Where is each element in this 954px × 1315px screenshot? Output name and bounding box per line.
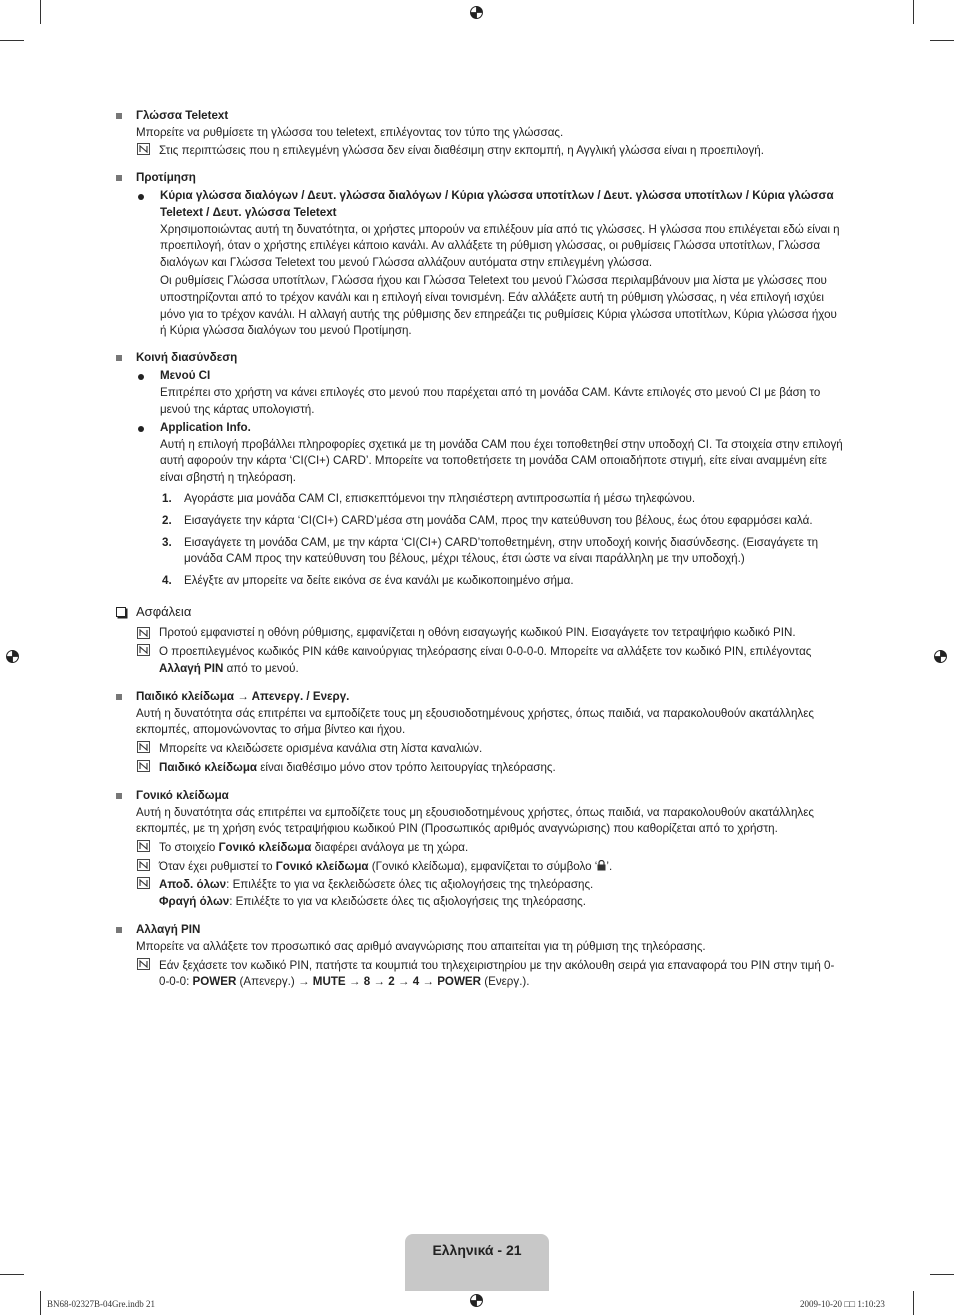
square-bullet-icon: [116, 175, 122, 181]
note-text: Το στοιχείο: [159, 840, 219, 854]
remote-key: 2: [388, 975, 395, 989]
registration-mark-icon: [468, 4, 485, 21]
note: [116, 739, 844, 758]
square-bullet-icon: [116, 694, 122, 700]
bullet-dot-icon: [138, 374, 144, 380]
note-text: Μπορείτε να κλειδώσετε ορισμένα κανάλια στη λίστα καναλιών.: [159, 742, 483, 755]
bullet-description: Χρησιμοποιώντας αυτή τη δυνατότητα, οι χρήστες μπορούν να επιλέξουν μία από τις γλώσσες. Η γλώσσα που επιλέγεται εδώ είναι η προεπιλογή, όταν ο χρήστης επιλέγει κάποιο κανάλι. Αν αλλάξετε τη ρύθμιση γλώσσας, οι ρυθμίσεις Γλώσσα υποτίτλων, Γλώσσα διαλόγων και Γλώσσα Teletext του μενού Γλώσσα αλλάζουν αυτόματα στην επιλεγμένη γλώσσα.: [160, 222, 840, 269]
note: [116, 857, 844, 876]
note: [116, 625, 844, 642]
note-icon: [137, 760, 150, 772]
note: [116, 956, 844, 991]
note-text: (Ενεργ.).: [481, 975, 530, 989]
note-icon: [137, 627, 150, 639]
step-item: [116, 513, 844, 530]
section-heading: Ασφάλεια: [136, 604, 192, 620]
remote-key: 8: [363, 975, 371, 989]
bullet-description: Επιτρέπει στο χρήστη να κάνει επιλογές στο μενού που παρέχεται από τη μονάδα CAM. Κάντε επιλογές στο μενού CI με βάση το μενού της κάρτας υπολογιστή.: [160, 385, 821, 416]
section-common-interface: [116, 350, 844, 367]
note-text: : Επιλέξτε το για να ξεκλειδώσετε όλες τις αξιολογήσεις της τηλεόρασης.: [226, 878, 594, 892]
bullet-item: [116, 188, 844, 221]
note-text: →: [419, 975, 438, 989]
step-number: 2.: [162, 514, 172, 528]
section-title: Γλώσσα Teletext: [136, 109, 229, 122]
note: [116, 758, 844, 777]
bullet-description: Αυτή η επιλογή προβάλλει πληροφορίες σχετικά με τη μονάδα CAM που έχει τοποθετηθεί στην υποδοχή CI. Τα στοιχεία στην επιλογή αυτή αφορούν την κάρτα ‘CI(CI+) CARD’. Μπορείτε να τοποθετήσετε τη μονάδα CAM οποιαδήποτε στιγμή, είτε είναι αναμμένη είτε είναι σβηστή η τηλεόραση.: [160, 437, 843, 484]
bullet-title: Application Info.: [160, 421, 251, 435]
registration-mark-icon: [4, 648, 21, 665]
note-text: από το μενού.: [223, 661, 299, 675]
note-icon: [137, 143, 150, 155]
print-timestamp: 2009-10-20 □□ 1:10:23: [800, 1299, 885, 1309]
section-title: Προτίμηση: [136, 170, 196, 184]
note-text: Όταν έχει ρυθμιστεί το: [159, 859, 276, 873]
note-text: Στις περιπτώσεις που η επιλεγμένη γλώσσα δεν είναι διαθέσιμη στην εκπομπή, η Αγγλική γλώσσα είναι η προεπιλογή.: [159, 144, 764, 158]
section-title: Αλλαγή PIN: [136, 923, 201, 937]
section-change-pin: [116, 922, 844, 939]
note: [116, 642, 844, 677]
page-number-tab: [405, 1234, 549, 1291]
bullet-item: [116, 420, 844, 437]
crop-mark: [930, 1274, 954, 1275]
note-text: Προτού εμφανιστεί η οθόνη ρύθμισης, εμφανίζεται η οθόνη εισαγωγής κωδικού PIN. Εισαγάγετε τον τετραψήφιο κωδικό PIN.: [159, 626, 796, 640]
section-title: Κοινή διασύνδεση: [136, 350, 238, 364]
section-parental-lock: [116, 788, 844, 805]
square-bullet-icon: [116, 793, 122, 799]
step-text: Εισαγάγετε τη μονάδα CAM, με την κάρτα ‘CI(CI+) CARD’τοποθετημένη, στην υποδοχή κοινής διασύνδεσης. (Εισαγάγετε τη μονάδα CAM προς την κατεύθυνση του βέλους, μέχρι τέλους, έτσι ώστε να είναι παράλληλη με την υποδοχή.): [184, 535, 819, 566]
note-keyword: Γονικό κλείδωμα: [275, 859, 369, 873]
note-text: Ο προεπιλεγμένος κωδικός PIN κάθε καινούργιας τηλεόρασης είναι 0-0-0-0. Μπορείτε να αλλάξετε τον κωδικό PIN, επιλέγοντας: [159, 645, 812, 659]
crop-mark: [40, 0, 41, 24]
section-child-lock: [116, 689, 844, 706]
note-text: →: [394, 975, 413, 989]
note-text: (Απενεργ.) →: [236, 975, 313, 989]
note-text: είναι διαθέσιμο μόνο στον τρόπο λειτουργίας τηλεόρασης.: [257, 760, 556, 774]
crop-mark: [0, 1274, 24, 1275]
bullet-dot-icon: [138, 426, 144, 432]
section-title: Παιδικό κλείδωμα → Απενεργ. / Ενεργ.: [136, 690, 350, 704]
section-teletext-language: [116, 108, 844, 125]
square-bullet-icon: [116, 927, 122, 933]
note-text: : Επιλέξτε το για να κλειδώσετε όλες τις αξιολογήσεις της τηλεόρασης.: [229, 894, 586, 908]
bullet-dot-icon: [138, 194, 144, 200]
checkbox-bullet-icon: [116, 607, 126, 617]
note: [116, 141, 844, 160]
manual-content: [116, 108, 844, 991]
registration-mark-icon: [468, 1292, 485, 1309]
note-icon: [137, 877, 150, 889]
note-text: ’.: [606, 859, 613, 873]
step-number: 3.: [162, 535, 172, 549]
remote-key: POWER: [192, 975, 237, 989]
section-description: Αυτή η δυνατότητα σάς επιτρέπει να εμποδίζετε τους μη εξουσιοδοτημένους χρήστες, όπως παιδιά, να παρακολουθούν ακατάλληλες εκπομπές, απομονώνοντας το σήμα βίντεο και ήχου.: [136, 706, 814, 737]
note-keyword: Αποδ. όλων: [159, 878, 227, 892]
section-preference: [116, 170, 844, 187]
section-security: [116, 603, 844, 621]
print-file-info: BN68-02327B-04Gre.indb 21: [47, 1299, 155, 1309]
note-keyword: Παιδικό κλείδωμα: [159, 760, 258, 774]
square-bullet-icon: [116, 113, 122, 119]
note-text: διαφέρει ανάλογα με τη χώρα.: [311, 840, 469, 854]
step-item: [116, 535, 844, 568]
step-number: 4.: [162, 573, 172, 587]
step-item: [116, 573, 844, 590]
section-title: Γονικό κλείδωμα: [136, 789, 229, 803]
section-description: Αυτή η δυνατότητα σάς επιτρέπει να εμποδίζετε τους μη εξουσιοδοτημένους χρήστες, όπως παιδιά, να παρακολουθούν ακατάλληλες εκπομπές, με τη χρήση ενός τετραψήφιου κωδικού PIN (Προσωπικός αριθμός αναγνώρισης) που καθορίζεται από το χρήστη.: [136, 805, 814, 836]
note: [116, 875, 844, 910]
note-icon: [137, 958, 150, 970]
note-keyword: Αλλαγή PIN: [159, 661, 224, 675]
note: [116, 838, 844, 857]
crop-mark: [913, 1291, 914, 1315]
section-description: Μπορείτε να ρυθμίσετε τη γλώσσα του teletext, επιλέγοντας τον τύπο της γλώσσας.: [136, 125, 564, 139]
step-text: Εισαγάγετε την κάρτα ‘CI(CI+) CARD’μέσα στη μονάδα CAM, προς την κατεύθυνση του βέλους, έως ότου εφαρμόσει καλά.: [184, 514, 813, 528]
note-keyword: Γονικό κλείδωμα: [218, 840, 312, 854]
crop-mark: [930, 40, 954, 41]
note-text: →: [370, 975, 389, 989]
bullet-title: Μενού CI: [160, 369, 211, 383]
note-text: →: [345, 975, 364, 989]
crop-mark: [40, 1291, 41, 1315]
square-bullet-icon: [116, 355, 122, 361]
bullet-item: [116, 368, 844, 385]
step-text: Ελέγξτε αν μπορείτε να δείτε εικόνα σε ένα κανάλι με κωδικοποιημένο σήμα.: [184, 573, 574, 587]
section-description: Μπορείτε να αλλάξετε τον προσωπικό σας αριθμό αναγνώρισης που απαιτείται για τη ρύθμιση της τηλεόρασης.: [136, 939, 706, 953]
step-number: 1.: [162, 492, 172, 506]
note-text: (Γονικό κλείδωμα), εμφανίζεται το σύμβολο ‘: [368, 859, 598, 873]
crop-mark: [0, 40, 24, 41]
bullet-description: Οι ρυθμίσεις Γλώσσα υποτίτλων, Γλώσσα ήχου και Γλώσσα Teletext του μενού Γλώσσα περιλαμβάνουν μια λίστα με γλώσσες που υποστηρίζονται από το τρέχον κανάλι και η επιλογή είναι τονισμένη. Εάν αλλάξετε αυτή τη ρύθμιση γλώσσας, η νέα επιλογή ισχύει μόνο για το τρέχον κανάλι. Η αλλαγή αυτής της ρύθμισης δεν επηρεάζει τις ρυθμίσεις Κύρια γλώσσα υποτίτλων, Κύρια γλώσσα ήχου ή Κύρια γλώσσα διαλόγων του μενού Προτίμηση.: [160, 274, 837, 338]
page-number: Ελληνικά - 21: [432, 1242, 522, 1258]
crop-mark: [913, 0, 914, 24]
remote-key: 4: [412, 975, 420, 989]
registration-mark-icon: [932, 648, 949, 665]
note-keyword: Φραγή όλων: [159, 894, 230, 908]
remote-key: MUTE: [312, 975, 346, 989]
note-icon: [137, 840, 150, 852]
note-icon: [137, 644, 150, 656]
note-text: Εάν ξεχάσετε τον κωδικό PIN, πατήστε τα κουμπιά του τηλεχειριστηρίου με την ακόλουθη σειρά για επαναφορά του PIN στην τιμή 0-0-0-0:: [159, 958, 835, 989]
note-icon: [137, 741, 150, 753]
remote-key: POWER: [437, 975, 482, 989]
step-item: [116, 491, 844, 508]
note-icon: [137, 859, 150, 871]
bullet-title: Κύρια γλώσσα διαλόγων / Δευτ. γλώσσα διαλόγων / Κύρια γλώσσα υποτίτλων / Δευτ. γλώσσα υποτίτλων / Κύρια γλώσσα Teletext / Δευτ. γλώσσα Teletext: [160, 189, 834, 219]
step-text: Αγοράστε μια μονάδα CAM CI, επισκεπτόμενοι την πλησιέστερη αντιπροσωπία ή μέσω τηλεφώνου.: [184, 492, 696, 506]
